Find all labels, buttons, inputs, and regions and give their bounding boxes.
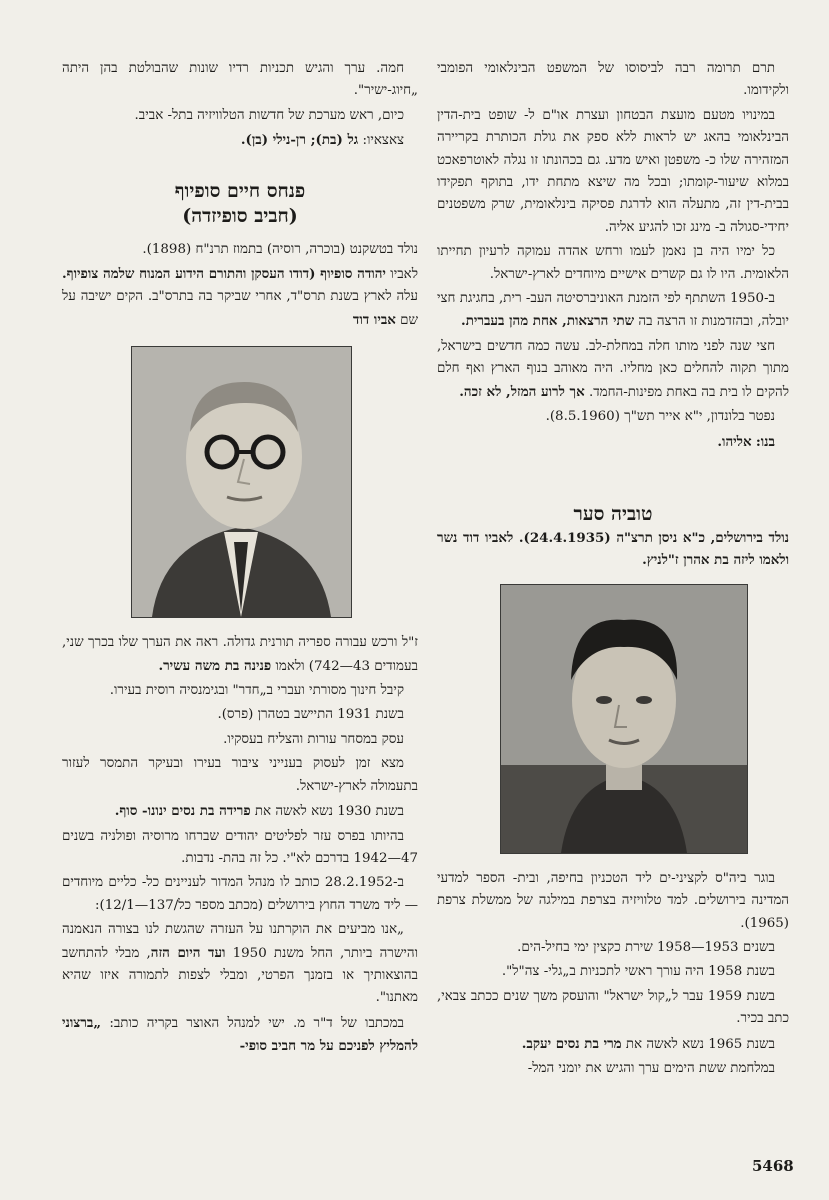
- paragraph: [437, 288, 789, 334]
- paragraph-text: „אנו מביעים את הוקרתנו על העזרה שהגשת לנו בצורה הנאמנה והישרה ביותר, החל משנת 1950: [62, 922, 418, 961]
- paragraph: קיבל חינוך מסורתי ועברי ב„חדר" ובגימנסיה רוסית בעירו.: [109, 683, 404, 699]
- paragraph: [62, 800, 418, 823]
- children-line: [437, 431, 789, 454]
- paragraph: [62, 919, 418, 1010]
- portrait-figure-icon: [132, 347, 351, 617]
- paragraph: בהיותו בפרס עזר לפליטים יהודים שברחו מרוסיה ופולניה בשנים 47—1942 בדרכם לא"י. כל זה בהת- נדבות.: [62, 828, 418, 866]
- paragraph: [437, 336, 789, 404]
- children-names: גל (בת); רן-נילי (בן).: [240, 132, 359, 149]
- paragraph-text: ב-1950 השתתף לפי הזמנת האוניברסיטה העב- רית, בחגיגת חצי יובלה, ובהזדמנות זו הרצה בה: [437, 291, 789, 330]
- paragraph-text: ז"ל ורכש עבורה ספריה תורנית גדולה. ראה את הערך שלו בכרך שני, בעמודים 43—742) ולאמו: [62, 635, 418, 674]
- children-line: [62, 129, 418, 152]
- paragraph: כיום, ראש מערכת של חדשות הטלוויזיה בתל- אביב.: [134, 107, 404, 123]
- paragraph: כל ימיו היה בן נאמן לעמו ורחש אהדה עמוקה לרעיון תחייתו הלאומית. היו לו גם קשרים אישיים מיוחדים לארץ-ישראל.: [437, 244, 789, 282]
- paragraph: ב-28.2.1952 כותב לו מנהל המדור לעניינים כל- כליים מיוחדים — ליד משרד החוץ בירושלים (מכתב מספר כל/137—12/1):: [62, 875, 418, 913]
- person1-alias: (חביב סופיזדה): [182, 204, 298, 227]
- person1-birth: נולד בטשקנט (בוכרה, רוסיה) בתמוז תרנ"ח (1898).: [142, 241, 418, 257]
- children-label: בנו:: [755, 433, 775, 450]
- paragraph-bold: פנינה בת משה עשיר.: [158, 657, 272, 674]
- portrait-photo: [500, 584, 748, 854]
- paragraph: [62, 1012, 418, 1059]
- portrait-figure-icon: [501, 585, 747, 853]
- paragraph-text: בשנת 1930 נשא לאשה את: [254, 804, 404, 820]
- paragraph-bold: אך לרוע המזל, לא זכה.: [459, 383, 585, 400]
- paragraph-bold: מרי בת נסים יעקב.: [521, 1035, 622, 1052]
- paragraph-bold: יהודה סופיוף (דודו העסקן והתורם הידוע המנוח שלמה צופיוף.: [62, 266, 386, 283]
- portrait-photo: [131, 346, 352, 618]
- paragraph: מצא זמן לעסוק בענייני ציבור בעירו ובעיקר התמסר לעזור בתעמולה לארץ-ישראל.: [62, 756, 418, 794]
- paragraph: במינויו מטעם מועצת הבטחון ועצרת או"ם ל- שופט בית-הדין הבינלאומי בהאג יש לראות ללא ספק את גולת הכותרת בקריירה המזהירה שלו כ- משפטן ואיש מדע. גם בכהונתו זו נגלה לאוטרפאכט במלוא שיעור-קומתו; ובכל מה שיצא מתחת ידו, בתוקף תפקידו בבית-דין זה, מתעלה הוא לדרגת פסיקה בינלאומית, שרק משפטנים יחידי-סגולה ב- מינג זכו להגיע אליה.: [437, 107, 789, 235]
- paragraph-text: חצי שנה לפני מותו חלה במחלת-לב. עשה כמה חדשים בישראל, מתוך תקוה להחלים כאן מחליו. היה מאוהב בנוף הארץ ואף חלם להקים לו בית בה באחת מפינות-החמד.: [437, 338, 789, 400]
- paragraph: בשנים 1953—1958 שירת כקצין ימי בחיל-הים.: [517, 939, 775, 955]
- paragraph-text: בשנת 1965 נשא לאשה את: [625, 1036, 775, 1052]
- paragraph-bold: שתי הרצאות, אחת מהן בעברית.: [461, 313, 635, 330]
- paragraph: בשנת 1959 עבר ל„קול ישראל" והועסק משך שנים ככתב צבאי, כתב בכיר.: [437, 988, 789, 1027]
- children-label: צאצאיו:: [362, 133, 404, 149]
- person2-birth: נולד בירושלים, כ"א ניסן תרצ"ה (24.4.1935). לאביו דוד נשר ולאמו ליזה בת אהרן ז"לניץ.: [437, 529, 789, 569]
- paragraph: במלחמת ששת הימים ערך והגיש את יומני המל-: [527, 1060, 775, 1076]
- person1-name: פנחס חיים סופיוף: [174, 179, 306, 202]
- paragraph: [437, 1033, 789, 1056]
- paragraph: בשנת 1958 היה עורך ראשי לתכניות ב„גלי- צה"ל".: [501, 964, 775, 980]
- paragraph: [62, 632, 418, 678]
- left-column: [62, 58, 418, 1061]
- paragraph-bold: פרידה בת נסים ינונו- סוף.: [114, 803, 251, 820]
- paragraph-text: לאביו: [390, 267, 418, 283]
- paragraph: חמה. ערך והגיש תכניות רדיו שונות שהבולטת בהן היתה „חיוג-ישיר".: [62, 61, 418, 99]
- paragraph-bold: אביו דוד: [352, 311, 396, 328]
- right-column: [437, 58, 789, 1082]
- paragraph: בוגר ביה"ס לקציני-ים ליד הטכניון בחיפה, ובית- הספר למדעי המדינה בירושלים. למד טלוויזיה בצרפת במילגה של ממשלת צרפת (1965).: [437, 870, 789, 931]
- paragraph: בשנת 1931 התיישב בטהרן (פרס).: [217, 707, 404, 723]
- death-line: נפטר בלונדון, י"א אייר תש"ך (8.5.1960).: [545, 409, 775, 425]
- paragraph-text: , מבלי להתחשב בהוצאותיך או בזמנך הפרטי, ומבלי לצפות לתמורה איזו שהיא מאתנו".: [62, 945, 418, 1006]
- person2-name: טוביה סער: [573, 502, 653, 525]
- paragraph-text: עלה לארץ בשנת תרס"ד, אחרי שביקר בה בתרס"ב. הקים ישיבה על שם: [62, 289, 418, 328]
- page-number: 5468: [752, 1157, 794, 1175]
- paragraph-bold: ועד היום הזה: [150, 944, 226, 961]
- children-name: אליהו.: [717, 433, 752, 450]
- paragraph: תרם תרומה רבה לביסוסו של המשפט הבינלאומי הפומבי ולקידומו.: [437, 61, 789, 99]
- paragraph-text: במכתבו של ד"ר מ. ישי למנהל האוצר בקריה כותב:: [109, 1015, 404, 1031]
- person1-parents: [62, 263, 418, 332]
- paragraph-bold: „ברצוני להמליץ לפניכם על מר חביב סופי-: [62, 1014, 418, 1055]
- paragraph: עסק במסחר עורות והצליח בעסקיו.: [223, 731, 404, 747]
